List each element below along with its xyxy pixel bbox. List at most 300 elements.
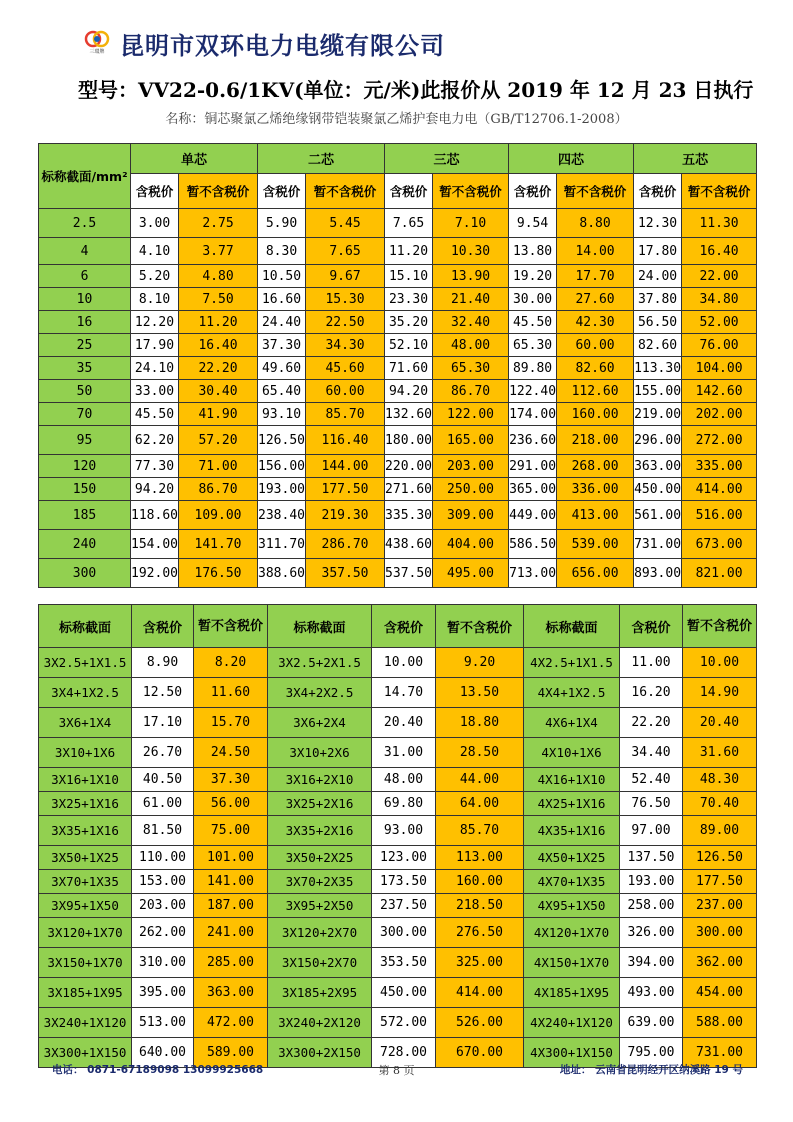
notax-price-cell: 16.40 <box>179 334 258 357</box>
tax-price-cell: 193.00 <box>620 870 683 894</box>
notax-price-cell: 52.00 <box>682 311 757 334</box>
tax-price-cell: 640.00 <box>132 1038 194 1068</box>
header-spec-3: 标称截面 <box>524 605 620 648</box>
tax-price-cell: 24.00 <box>634 265 682 288</box>
tax-price-cell: 365.00 <box>509 478 557 501</box>
tax-price-cell: 71.60 <box>385 357 433 380</box>
notax-price-cell: 589.00 <box>194 1038 268 1068</box>
table-row <box>39 357 757 380</box>
tax-price-cell: 123.00 <box>372 846 436 870</box>
notax-price-cell: 18.80 <box>436 708 524 738</box>
tax-price-cell: 30.00 <box>509 288 557 311</box>
spec-cell: 3X240+1X120 <box>39 1008 132 1038</box>
notax-price-cell: 45.60 <box>306 357 385 380</box>
notax-price-cell: 11.30 <box>682 209 757 238</box>
tax-price-cell: 20.40 <box>372 708 436 738</box>
tax-price-cell: 24.40 <box>258 311 306 334</box>
table-row <box>39 1008 757 1038</box>
tax-price-cell: 69.80 <box>372 792 436 816</box>
table-row <box>39 948 757 978</box>
tax-price-cell: 394.00 <box>620 948 683 978</box>
spec-cell: 3X50+2X25 <box>268 846 372 870</box>
tax-price-cell: 296.00 <box>634 426 682 455</box>
spec-cell: 3X150+2X70 <box>268 948 372 978</box>
section-size-cell: 2.5 <box>39 209 131 238</box>
spec-cell: 3X95+1X50 <box>39 894 132 918</box>
notax-price-cell: 17.70 <box>557 265 634 288</box>
notax-price-cell: 27.60 <box>557 288 634 311</box>
tax-price-cell: 14.70 <box>372 678 436 708</box>
tax-price-cell: 363.00 <box>634 455 682 478</box>
footer-address: 地址： 云南省昆明经开区纳溪路 19 号 <box>559 1064 743 1076</box>
tax-price-cell: 10.50 <box>258 265 306 288</box>
tax-price-cell: 34.40 <box>620 738 683 768</box>
tax-price-cell: 156.00 <box>258 455 306 478</box>
tax-price-cell: 12.30 <box>634 209 682 238</box>
spec-cell: 3X16+1X10 <box>39 768 132 792</box>
notax-price-cell: 15.70 <box>194 708 268 738</box>
section-size-cell: 120 <box>39 455 131 478</box>
header-notax-3: 暂不含税价 <box>683 605 757 648</box>
spec-cell: 3X35+2X16 <box>268 816 372 846</box>
spec-cell: 4X50+1X25 <box>524 846 620 870</box>
notax-price-cell: 495.00 <box>433 559 509 588</box>
tax-price-cell: 45.50 <box>509 311 557 334</box>
notax-price-cell: 588.00 <box>683 1008 757 1038</box>
spec-cell: 4X120+1X70 <box>524 918 620 948</box>
notax-price-cell: 75.00 <box>194 816 268 846</box>
tax-price-cell: 237.50 <box>372 894 436 918</box>
spec-cell: 3X240+2X120 <box>268 1008 372 1038</box>
spec-cell: 3X35+1X16 <box>39 816 132 846</box>
tax-price-cell: 31.00 <box>372 738 436 768</box>
tax-price-cell: 438.60 <box>385 530 433 559</box>
table-row <box>39 288 757 311</box>
tax-price-cell: 238.40 <box>258 501 306 530</box>
company-logo-icon <box>84 28 110 54</box>
tax-price-cell: 353.50 <box>372 948 436 978</box>
tax-price-cell: 326.00 <box>620 918 683 948</box>
notax-price-cell: 14.90 <box>683 678 757 708</box>
page-header <box>0 0 793 130</box>
tax-price-cell: 76.50 <box>620 792 683 816</box>
header-spec-1: 标称截面 <box>39 605 132 648</box>
tax-price-cell: 174.00 <box>509 403 557 426</box>
tax-price-cell: 49.60 <box>258 357 306 380</box>
notax-price-cell: 325.00 <box>436 948 524 978</box>
spec-cell: 3X16+2X10 <box>268 768 372 792</box>
notax-price-cell: 32.40 <box>433 311 509 334</box>
tax-price-cell: 3.00 <box>131 209 179 238</box>
tax-price-cell: 17.90 <box>131 334 179 357</box>
notax-price-cell: 3.77 <box>179 238 258 265</box>
sub-header-notax: 暂不含税价 <box>306 174 385 209</box>
notax-price-cell: 57.20 <box>179 426 258 455</box>
table-row <box>39 403 757 426</box>
notax-price-cell: 472.00 <box>194 1008 268 1038</box>
notax-price-cell: 10.30 <box>433 238 509 265</box>
tax-price-cell: 728.00 <box>372 1038 436 1068</box>
notax-price-cell: 76.00 <box>682 334 757 357</box>
spec-cell: 3X120+1X70 <box>39 918 132 948</box>
notax-price-cell: 31.60 <box>683 738 757 768</box>
tax-price-cell: 37.80 <box>634 288 682 311</box>
notax-price-cell: 165.00 <box>433 426 509 455</box>
table-row <box>39 678 757 708</box>
sub-header-tax: 含税价 <box>385 174 433 209</box>
sub-header-notax: 暂不含税价 <box>179 174 258 209</box>
spec-cell: 3X4+2X2.5 <box>268 678 372 708</box>
notax-price-cell: 656.00 <box>557 559 634 588</box>
section-size-cell: 95 <box>39 426 131 455</box>
single-multi-core-price-table <box>38 143 757 588</box>
tax-price-cell: 113.30 <box>634 357 682 380</box>
notax-price-cell: 670.00 <box>436 1038 524 1068</box>
notax-price-cell: 41.90 <box>179 403 258 426</box>
tax-price-cell: 26.70 <box>132 738 194 768</box>
notax-price-cell: 177.50 <box>683 870 757 894</box>
notax-price-cell: 516.00 <box>682 501 757 530</box>
sub-header-tax: 含税价 <box>634 174 682 209</box>
notax-price-cell: 160.00 <box>436 870 524 894</box>
notax-price-cell: 4.80 <box>179 265 258 288</box>
notax-price-cell: 177.50 <box>306 478 385 501</box>
tax-price-cell: 192.00 <box>131 559 179 588</box>
spec-cell: 4X4+1X2.5 <box>524 678 620 708</box>
notax-price-cell: 11.60 <box>194 678 268 708</box>
tax-price-cell: 450.00 <box>372 978 436 1008</box>
spec-cell: 3X6+2X4 <box>268 708 372 738</box>
tax-price-cell: 639.00 <box>620 1008 683 1038</box>
group-header-four: 四芯 <box>509 144 634 174</box>
section-size-cell: 70 <box>39 403 131 426</box>
sub-header-notax: 暂不含税价 <box>433 174 509 209</box>
tax-price-cell: 48.00 <box>372 768 436 792</box>
notax-price-cell: 526.00 <box>436 1008 524 1038</box>
notax-price-cell: 203.00 <box>433 455 509 478</box>
notax-price-cell: 34.80 <box>682 288 757 311</box>
group-header-five: 五芯 <box>634 144 757 174</box>
table-row <box>39 870 757 894</box>
header-notax-1: 暂不含税价 <box>194 605 268 648</box>
footer-phone: 电话： 0871-67189098 13099925668 <box>52 1064 264 1076</box>
section-size-cell: 185 <box>39 501 131 530</box>
tax-price-cell: 335.30 <box>385 501 433 530</box>
tax-price-cell: 40.50 <box>132 768 194 792</box>
table-row <box>39 846 757 870</box>
notax-price-cell: 64.00 <box>436 792 524 816</box>
tax-price-cell: 65.40 <box>258 380 306 403</box>
tax-price-cell: 17.10 <box>132 708 194 738</box>
notax-price-cell: 15.30 <box>306 288 385 311</box>
notax-price-cell: 21.40 <box>433 288 509 311</box>
tax-price-cell: 82.60 <box>634 334 682 357</box>
notax-price-cell: 85.70 <box>436 816 524 846</box>
spec-cell: 4X16+1X10 <box>524 768 620 792</box>
spec-cell: 3X70+2X35 <box>268 870 372 894</box>
spec-cell: 3X6+1X4 <box>39 708 132 738</box>
section-size-cell: 16 <box>39 311 131 334</box>
tax-price-cell: 193.00 <box>258 478 306 501</box>
tax-price-cell: 713.00 <box>509 559 557 588</box>
notax-price-cell: 7.50 <box>179 288 258 311</box>
tax-price-cell: 62.20 <box>131 426 179 455</box>
spec-cell: 3X2.5+2X1.5 <box>268 648 372 678</box>
tax-price-cell: 5.20 <box>131 265 179 288</box>
tax-price-cell: 52.10 <box>385 334 433 357</box>
notax-price-cell: 89.00 <box>683 816 757 846</box>
tax-price-cell: 513.00 <box>132 1008 194 1038</box>
header-spec-2: 标称截面 <box>268 605 372 648</box>
tax-price-cell: 33.00 <box>131 380 179 403</box>
spec-cell: 3X150+1X70 <box>39 948 132 978</box>
product-name-line: 名称：铜芯聚氯乙烯绝缘钢带铠装聚氯乙烯护套电力电（GB/T12706.1-2008） <box>165 112 628 127</box>
notax-price-cell: 113.00 <box>436 846 524 870</box>
notax-price-cell: 85.70 <box>306 403 385 426</box>
tax-price-cell: 77.30 <box>131 455 179 478</box>
tax-price-cell: 173.50 <box>372 870 436 894</box>
table-row <box>39 768 757 792</box>
group-header-two: 二芯 <box>258 144 385 174</box>
spec-cell: 3X300+2X150 <box>268 1038 372 1068</box>
notax-price-cell: 86.70 <box>179 478 258 501</box>
notax-price-cell: 112.60 <box>557 380 634 403</box>
tax-price-cell: 220.00 <box>385 455 433 478</box>
tax-price-cell: 572.00 <box>372 1008 436 1038</box>
notax-price-cell: 187.00 <box>194 894 268 918</box>
tax-price-cell: 4.10 <box>131 238 179 265</box>
tax-price-cell: 22.20 <box>620 708 683 738</box>
table-row <box>39 311 757 334</box>
tax-price-cell: 561.00 <box>634 501 682 530</box>
table-row <box>39 265 757 288</box>
notax-price-cell: 285.00 <box>194 948 268 978</box>
table-row <box>39 894 757 918</box>
notax-price-cell: 141.00 <box>194 870 268 894</box>
notax-price-cell: 272.00 <box>682 426 757 455</box>
notax-price-cell: 5.45 <box>306 209 385 238</box>
model-line: 型号：VV22-0.6/1KV(单位：元/米)此报价从 2019 年 12 月 23 日执行 <box>78 78 754 102</box>
notax-price-cell: 56.00 <box>194 792 268 816</box>
notax-price-cell: 141.70 <box>179 530 258 559</box>
notax-price-cell: 34.30 <box>306 334 385 357</box>
table-row <box>39 478 757 501</box>
table-row <box>39 380 757 403</box>
tax-price-cell: 81.50 <box>132 816 194 846</box>
notax-price-cell: 65.30 <box>433 357 509 380</box>
tax-price-cell: 65.30 <box>509 334 557 357</box>
table-row <box>39 708 757 738</box>
spec-cell: 3X50+1X25 <box>39 846 132 870</box>
notax-price-cell: 37.30 <box>194 768 268 792</box>
table-row <box>39 559 757 588</box>
notax-price-cell: 30.40 <box>179 380 258 403</box>
notax-price-cell: 414.00 <box>436 978 524 1008</box>
notax-price-cell: 122.00 <box>433 403 509 426</box>
tax-price-cell: 537.50 <box>385 559 433 588</box>
notax-price-cell: 286.70 <box>306 530 385 559</box>
sub-header-tax: 含税价 <box>131 174 179 209</box>
tax-price-cell: 56.50 <box>634 311 682 334</box>
table-row <box>39 238 757 265</box>
section-size-cell: 240 <box>39 530 131 559</box>
tax-price-cell: 16.20 <box>620 678 683 708</box>
table-row <box>39 648 757 678</box>
notax-price-cell: 309.00 <box>433 501 509 530</box>
notax-price-cell: 218.00 <box>557 426 634 455</box>
table-row <box>39 530 757 559</box>
tax-price-cell: 97.00 <box>620 816 683 846</box>
notax-price-cell: 8.20 <box>194 648 268 678</box>
tax-price-cell: 395.00 <box>132 978 194 1008</box>
table-row <box>39 455 757 478</box>
logo-text: 三環牌 <box>89 49 105 54</box>
header-tax-2: 含税价 <box>372 605 436 648</box>
sub-header-tax: 含税价 <box>258 174 306 209</box>
spec-cell: 4X2.5+1X1.5 <box>524 648 620 678</box>
notax-price-cell: 48.00 <box>433 334 509 357</box>
notax-price-cell: 218.50 <box>436 894 524 918</box>
tax-price-cell: 258.00 <box>620 894 683 918</box>
notax-price-cell: 142.60 <box>682 380 757 403</box>
spec-cell: 4X25+1X16 <box>524 792 620 816</box>
notax-price-cell: 362.00 <box>683 948 757 978</box>
tax-price-cell: 219.00 <box>634 403 682 426</box>
header-tax-3: 含税价 <box>620 605 683 648</box>
tax-price-cell: 7.65 <box>385 209 433 238</box>
notax-price-cell: 116.40 <box>306 426 385 455</box>
tax-price-cell: 262.00 <box>132 918 194 948</box>
tax-price-cell: 137.50 <box>620 846 683 870</box>
spec-cell: 4X35+1X16 <box>524 816 620 846</box>
notax-price-cell: 82.60 <box>557 357 634 380</box>
tax-price-cell: 155.00 <box>634 380 682 403</box>
tax-price-cell: 23.30 <box>385 288 433 311</box>
notax-price-cell: 9.20 <box>436 648 524 678</box>
notax-price-cell: 336.00 <box>557 478 634 501</box>
notax-price-cell: 454.00 <box>683 978 757 1008</box>
corner-header-cell: 标称截面/mm² <box>39 144 131 209</box>
table-row <box>39 792 757 816</box>
table-row <box>39 334 757 357</box>
spec-cell: 3X70+1X35 <box>39 870 132 894</box>
composite-core-price-table <box>38 604 757 1068</box>
spec-cell: 4X10+1X6 <box>524 738 620 768</box>
notax-price-cell: 22.20 <box>179 357 258 380</box>
notax-price-cell: 219.30 <box>306 501 385 530</box>
tax-price-cell: 450.00 <box>634 478 682 501</box>
tax-price-cell: 93.00 <box>372 816 436 846</box>
section-size-cell: 10 <box>39 288 131 311</box>
notax-price-cell: 104.00 <box>682 357 757 380</box>
notax-price-cell: 7.65 <box>306 238 385 265</box>
tax-price-cell: 61.00 <box>132 792 194 816</box>
notax-price-cell: 731.00 <box>683 1038 757 1068</box>
notax-price-cell: 14.00 <box>557 238 634 265</box>
tax-price-cell: 8.10 <box>131 288 179 311</box>
tax-price-cell: 586.50 <box>509 530 557 559</box>
tax-price-cell: 35.20 <box>385 311 433 334</box>
tax-price-cell: 388.60 <box>258 559 306 588</box>
tax-price-cell: 731.00 <box>634 530 682 559</box>
table-row <box>39 209 757 238</box>
notax-price-cell: 300.00 <box>683 918 757 948</box>
notax-price-cell: 335.00 <box>682 455 757 478</box>
spec-cell: 4X240+1X120 <box>524 1008 620 1038</box>
tax-price-cell: 893.00 <box>634 559 682 588</box>
tax-price-cell: 11.20 <box>385 238 433 265</box>
tax-price-cell: 8.30 <box>258 238 306 265</box>
notax-price-cell: 13.50 <box>436 678 524 708</box>
spec-cell: 3X185+2X95 <box>268 978 372 1008</box>
tax-price-cell: 15.10 <box>385 265 433 288</box>
group-header-single: 单芯 <box>131 144 258 174</box>
section-size-cell: 50 <box>39 380 131 403</box>
notax-price-cell: 2.75 <box>179 209 258 238</box>
notax-price-cell: 176.50 <box>179 559 258 588</box>
notax-price-cell: 268.00 <box>557 455 634 478</box>
notax-price-cell: 22.50 <box>306 311 385 334</box>
notax-price-cell: 276.50 <box>436 918 524 948</box>
tax-price-cell: 11.00 <box>620 648 683 678</box>
notax-price-cell: 126.50 <box>683 846 757 870</box>
section-size-cell: 35 <box>39 357 131 380</box>
tax-price-cell: 8.90 <box>132 648 194 678</box>
notax-price-cell: 42.30 <box>557 311 634 334</box>
spec-cell: 3X300+1X150 <box>39 1038 132 1068</box>
notax-price-cell: 250.00 <box>433 478 509 501</box>
notax-price-cell: 539.00 <box>557 530 634 559</box>
tax-price-cell: 311.70 <box>258 530 306 559</box>
page-footer <box>0 1062 793 1080</box>
notax-price-cell: 404.00 <box>433 530 509 559</box>
spec-cell: 3X25+2X16 <box>268 792 372 816</box>
section-size-cell: 300 <box>39 559 131 588</box>
notax-price-cell: 821.00 <box>682 559 757 588</box>
notax-price-cell: 70.40 <box>683 792 757 816</box>
tax-price-cell: 180.00 <box>385 426 433 455</box>
notax-price-cell: 109.00 <box>179 501 258 530</box>
tax-price-cell: 236.60 <box>509 426 557 455</box>
notax-price-cell: 48.30 <box>683 768 757 792</box>
tax-price-cell: 52.40 <box>620 768 683 792</box>
tax-price-cell: 493.00 <box>620 978 683 1008</box>
notax-price-cell: 28.50 <box>436 738 524 768</box>
section-size-cell: 150 <box>39 478 131 501</box>
tax-price-cell: 122.40 <box>509 380 557 403</box>
spec-cell: 3X25+1X16 <box>39 792 132 816</box>
spec-cell: 3X10+1X6 <box>39 738 132 768</box>
company-name: 昆明市双环电力电缆有限公司 <box>120 32 445 60</box>
spec-cell: 4X300+1X150 <box>524 1038 620 1068</box>
notax-price-cell: 413.00 <box>557 501 634 530</box>
notax-price-cell: 24.50 <box>194 738 268 768</box>
tax-price-cell: 271.60 <box>385 478 433 501</box>
notax-price-cell: 16.40 <box>682 238 757 265</box>
section-size-cell: 6 <box>39 265 131 288</box>
tax-price-cell: 94.20 <box>131 478 179 501</box>
tax-price-cell: 89.80 <box>509 357 557 380</box>
header-notax-2: 暂不含税价 <box>436 605 524 648</box>
tax-price-cell: 24.10 <box>131 357 179 380</box>
tax-price-cell: 10.00 <box>372 648 436 678</box>
tax-price-cell: 45.50 <box>131 403 179 426</box>
spec-cell: 3X95+2X50 <box>268 894 372 918</box>
notax-price-cell: 8.80 <box>557 209 634 238</box>
table-row <box>39 501 757 530</box>
notax-price-cell: 86.70 <box>433 380 509 403</box>
spec-cell: 4X95+1X50 <box>524 894 620 918</box>
